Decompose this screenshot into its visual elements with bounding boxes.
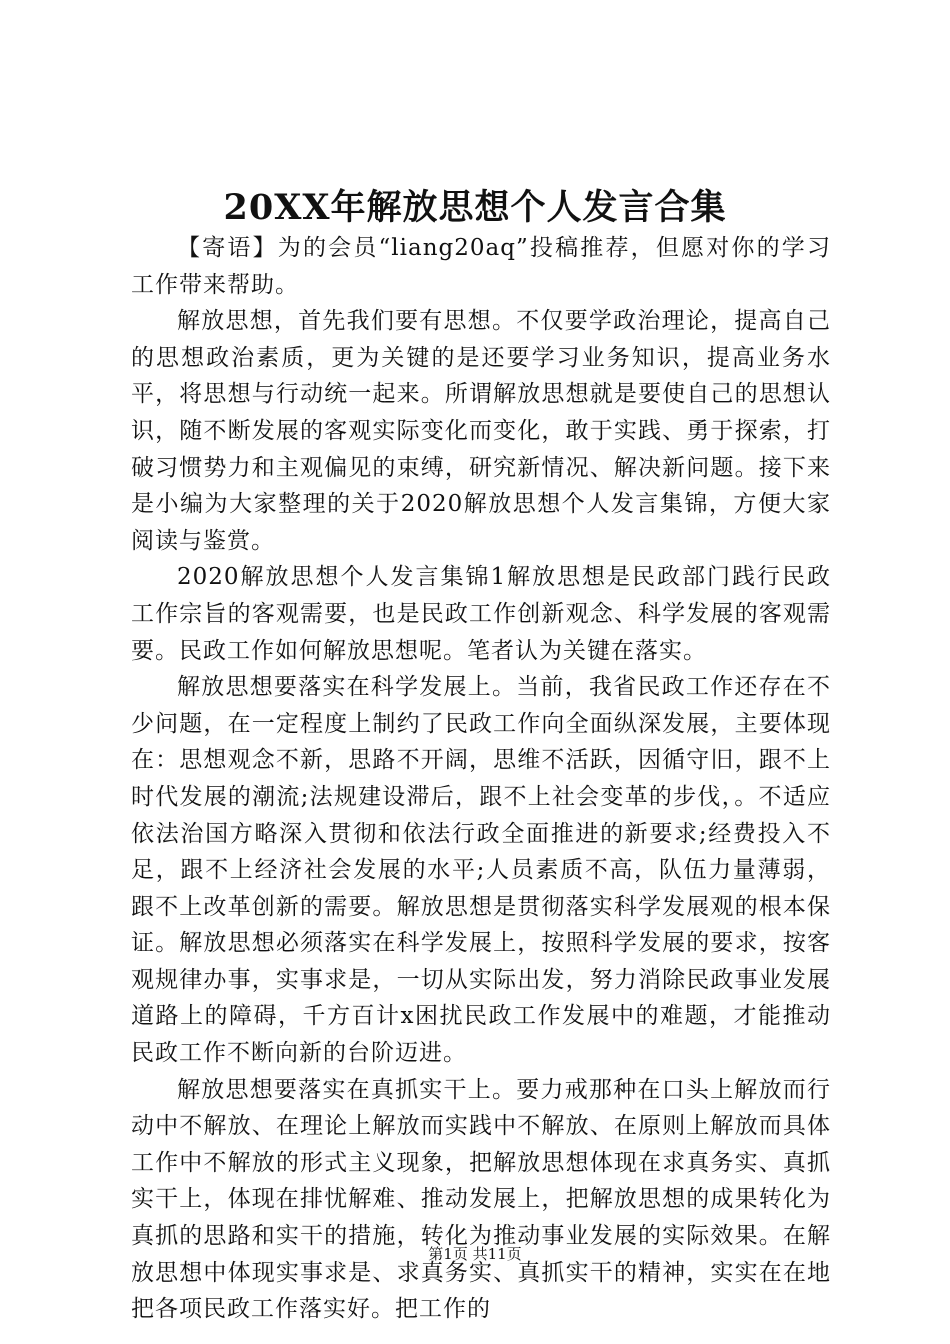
paragraph-practical-work: 解放思想要落实在真抓实干上。要力戒那种在口头上解放而行动中不解放、在理论上解放而实践中不解放、在原则上解放而具体工作中不解放的形式主义现象，把解放思想体现在求真务实、真抓实干上，体现在排忧解难、推动发展上，把解放思想的成果转化为真抓的思路和实干的措施，转化为推动事业发展的实际效果。在解放思想中体现实事求是、求真务实、真抓实干的精神，实实在在地把各项民政工作落实好。把工作的 xyxy=(131,1076,831,1323)
paragraph-speech-1: 2020解放思想个人发言集锦1解放思想是民政部门践行民政工作宗旨的客观需要，也是民政工作创新观念、科学发展的客观需要。民政工作如何解放思想呢。笔者认为关键在落实。 xyxy=(131,564,831,664)
paragraph-intro: 解放思想，首先我们要有思想。不仅要学政治理论，提高自己的思想政治素质，更为关键的是还要学习业务知识，提高业务水平，将思想与行动统一起来。所谓解放思想就是要使自己的思想认识，随不断发展的客观实际变化而变化，敢于实践、勇于探索，打破习惯势力和主观偏见的束缚，研究新情况、解决新问题。接下来是小编为大家整理的关于2020解放思想个人发言集锦，方便大家阅读与鉴赏。 xyxy=(131,308,831,554)
paragraph-scientific-development: 解放思想要落实在科学发展上。当前，我省民政工作还存在不少问题，在一定程度上制约了民政工作向全面纵深发展，主要体现在：思想观念不新，思路不开阔，思维不活跃，因循守旧，跟不上时代发展的潮流;法规建设滞后，跟不上社会变革的步伐，。不适应依法治国方略深入贯彻和依法行政全面推进的新要求;经费投入不足，跟不上经济社会发展的水平;人员素质不高，队伍力量薄弱，跟不上改革创新的需要。解放思想是贯彻落实科学发展观的根本保证。解放思想必须落实在科学发展上，按照科学发展的要求，按客观规律办事，实事求是，一切从实际出发，努力消除民政事业发展道路上的障碍，千方百计x困扰民政工作发展中的难题，才能推动民政工作不断向新的台阶迈进。 xyxy=(131,674,831,1067)
document-title: 20XX年解放思想个人发言合集 xyxy=(223,187,727,228)
page-number-footer: 第1页 共11页 xyxy=(428,1245,522,1263)
paragraph-foreword: 【寄语】为的会员“liang20aq”投稿推荐，但愿对你的学习工作带来帮助。 xyxy=(131,235,831,298)
document-body xyxy=(131,230,831,1328)
